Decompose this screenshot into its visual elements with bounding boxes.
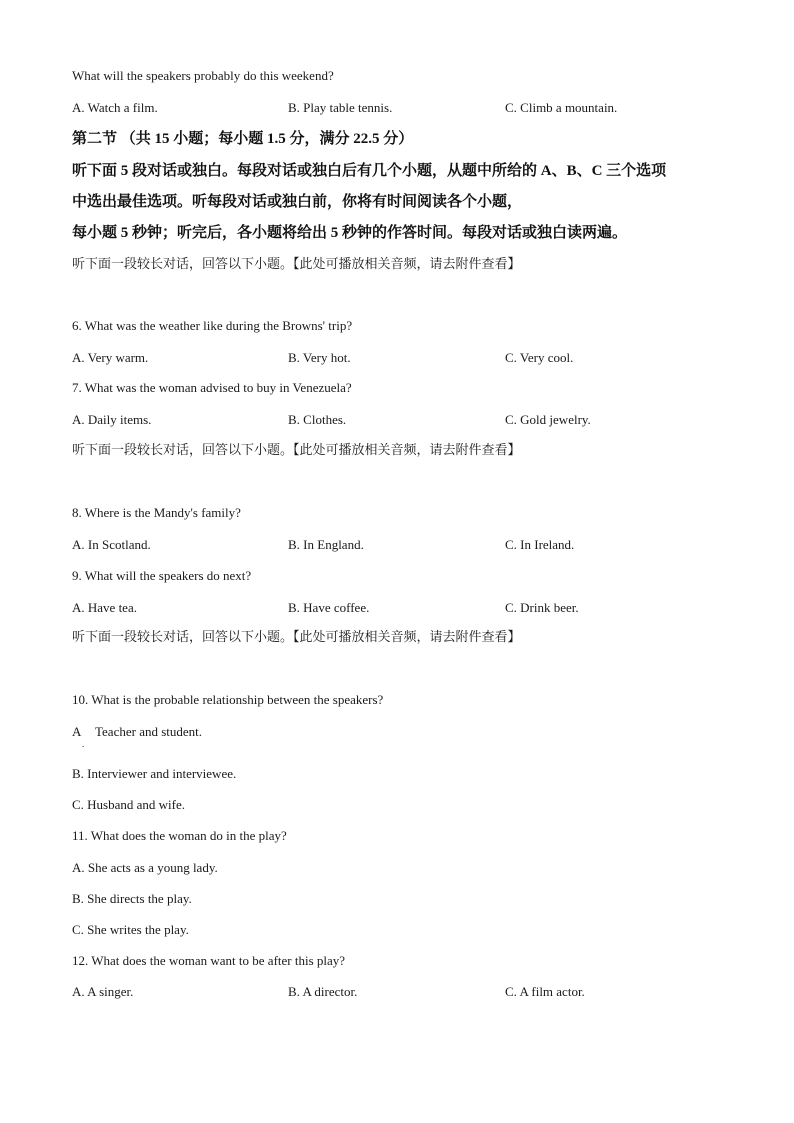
q6-option-a: A. Very warm. [72, 350, 149, 365]
q5-option-c: C. Climb a mountain. [505, 100, 618, 115]
stray-dot: . [82, 739, 85, 749]
q10-option-a-text: Teacher and student. [95, 724, 203, 739]
audio-note: 听下面一段较长对话，回答以下小题。【此处可播放相关音频，请去附件查看】 [72, 257, 521, 272]
q8-option-c: C. In Ireland. [505, 537, 575, 552]
section-instruction-2: 中选出最佳选项。听每段对话或独白前，你将有时间阅读各个小题， [72, 194, 523, 210]
audio-note: 听下面一段较长对话，回答以下小题。【此处可播放相关音频，请去附件查看】 [72, 630, 521, 645]
q10-option-a-letter: A [72, 724, 82, 739]
q7-option-c: C. Gold jewelry. [505, 412, 591, 427]
question-11: 11. What does the woman do in the play? [72, 828, 287, 843]
q9-option-a: A. Have tea. [72, 600, 137, 615]
q9-option-b: B. Have coffee. [288, 600, 370, 615]
q10-option-c: C. Husband and wife. [72, 797, 186, 812]
question-9: 9. What will the speakers do next? [72, 568, 252, 583]
q11-option-b: B. She directs the play. [72, 891, 192, 906]
q8-option-a: A. In Scotland. [72, 537, 151, 552]
q6-option-c: C. Very cool. [505, 350, 574, 365]
section-heading: 第二节 （共 15 小题；每小题 1.5 分，满分 22.5 分） [72, 131, 414, 147]
question-5: What will the speakers probably do this weekend? [72, 68, 334, 83]
q8-option-b: B. In England. [288, 537, 364, 552]
q6-option-b: B. Very hot. [288, 350, 351, 365]
question-10: 10. What is the probable relationship between the speakers? [72, 692, 384, 707]
q7-option-a: A. Daily items. [72, 412, 152, 427]
q12-option-a: A. A singer. [72, 984, 134, 999]
q11-option-a: A. She acts as a young lady. [72, 860, 218, 875]
question-6: 6. What was the weather like during the Browns' trip? [72, 318, 353, 333]
q11-option-c: C. She writes the play. [72, 922, 189, 937]
q9-option-c: C. Drink beer. [505, 600, 579, 615]
audio-note: 听下面一段较长对话，回答以下小题。【此处可播放相关音频，请去附件查看】 [72, 443, 521, 458]
section-instruction-1: 听下面 5 段对话或独白。每段对话或独白后有几个小题，从题中所给的 A、B、C 三个选项 [72, 163, 667, 179]
q5-option-b: B. Play table tennis. [288, 100, 393, 115]
q7-option-b: B. Clothes. [288, 412, 347, 427]
section-instruction-3: 每小题 5 秒钟；听完后，各小题将给出 5 秒钟的作答时间。每段对话或独白读两遍。 [72, 225, 628, 241]
q10-option-b: B. Interviewer and interviewee. [72, 766, 237, 781]
q12-option-b: B. A director. [288, 984, 358, 999]
question-7: 7. What was the woman advised to buy in Venezuela? [72, 380, 352, 395]
q12-option-c: C. A film actor. [505, 984, 585, 999]
question-12: 12. What does the woman want to be after this play? [72, 953, 346, 968]
question-8: 8. Where is the Mandy's family? [72, 505, 241, 520]
q5-option-a: A. Watch a film. [72, 100, 158, 115]
